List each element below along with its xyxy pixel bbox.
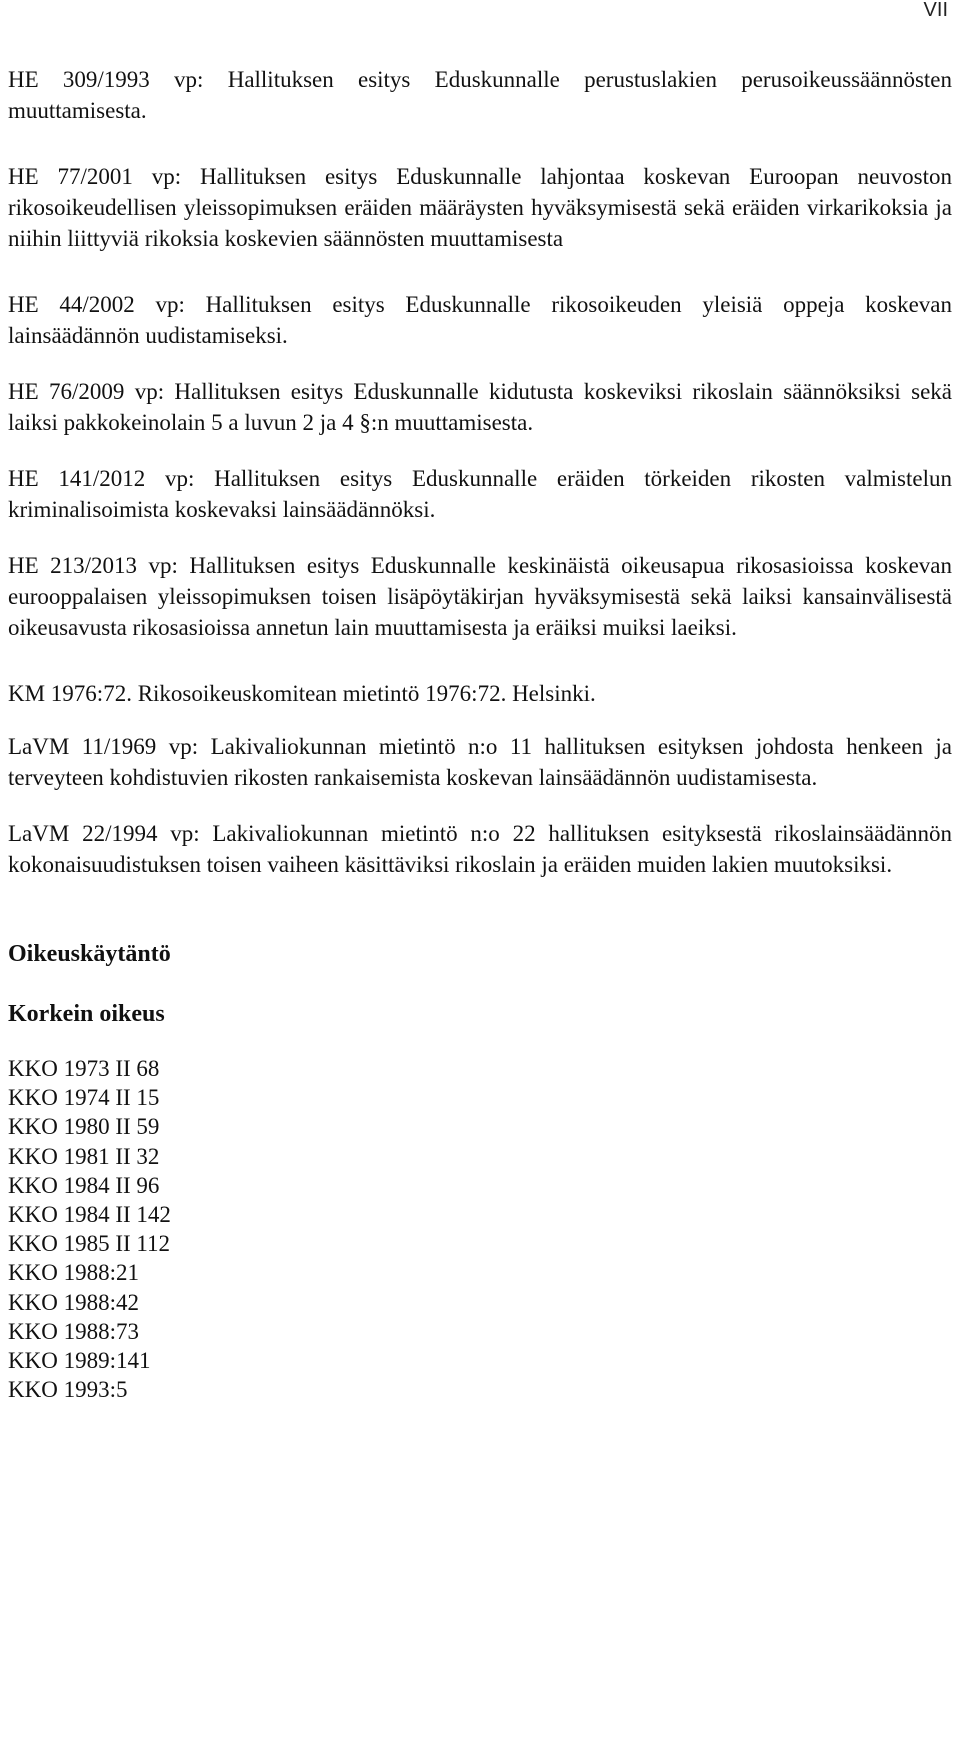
reference-lavm-22-1994: LaVM 22/1994 vp: Lakivaliokunnan mietintö n:o 22 hallituksen esityksestä rikoslainsäädännön kokonaisuudistuksen toisen vaiheen käsittäviksi rikoslain ja eräiden muiden lakien muutoksiksi. <box>8 821 952 877</box>
subsection-title: Korkein oikeus <box>8 1001 165 1027</box>
case-item: KKO 1985 II 112 <box>8 1231 171 1257</box>
reference-km-1976-72: KM 1976:72. Rikosoikeuskomitean mietintö 1976:72. Helsinki. <box>8 681 596 706</box>
reference-he-141-2012: HE 141/2012 vp: Hallituksen esitys Eduskunnalle eräiden törkeiden rikosten valmistelun kriminalisoimista koskevaksi lainsäädännöksi. <box>8 466 952 522</box>
reference-he-76-2009: HE 76/2009 vp: Hallituksen esitys Eduskunnalle kidutusta koskeviksi rikoslain säännöksiksi sekä laiksi pakkokeinolain 5 a luvun 2 ja 4 §:n muuttamisesta. <box>8 379 952 435</box>
case-item: KKO 1993:5 <box>8 1377 128 1403</box>
case-item: KKO 1980 II 59 <box>8 1114 160 1140</box>
reference-he-44-2002: HE 44/2002 vp: Hallituksen esitys Eduskunnalle rikosoikeuden yleisiä oppeja koskevan lainsäädännön uudistamiseksi. <box>8 292 952 348</box>
case-item: KKO 1984 II 96 <box>8 1172 160 1198</box>
case-item: KKO 1984 II 142 <box>8 1202 171 1228</box>
reference-lavm-11-1969: LaVM 11/1969 vp: Lakivaliokunnan mietintö n:o 11 hallituksen esityksen johdosta henkeen ja terveyteen kohdistuvien rikosten rankaisemista koskevan lainsäädännön uudistamisesta. <box>8 734 952 790</box>
reference-he-309-1993: HE 309/1993 vp: Hallituksen esitys Eduskunnalle perustuslakien perusoikeussäännösten muuttamisesta. <box>8 67 952 123</box>
case-item: KKO 1981 II 32 <box>8 1143 160 1169</box>
case-item: KKO 1988:21 <box>8 1260 139 1286</box>
case-item: KKO 1988:73 <box>8 1318 139 1344</box>
reference-he-213-2013: HE 213/2013 vp: Hallituksen esitys Eduskunnalle keskinäistä oikeusapua rikosasioissa koskevan eurooppalaisen yleissopimuksen toisen lisäpöytäkirjan hyväksymisestä sekä laiksi kansainvälisestä oikeusavusta rikosasioissa annetun lain muuttamisesta ja eräiksi muiksi laeiksi. <box>8 553 952 640</box>
case-item: KKO 1989:141 <box>8 1348 151 1374</box>
case-item: KKO 1974 II 15 <box>8 1085 160 1111</box>
page-number: VII <box>923 0 948 21</box>
reference-he-77-2001: HE 77/2001 vp: Hallituksen esitys Eduskunnalle lahjontaa koskevan Euroopan neuvoston rikosoikeudellisen yleissopimuksen eräiden määräysten hyväksymisestä sekä eräiden virkarikoksia ja niihin liittyviä rikoksia koskevien säännösten muuttamisesta <box>8 164 952 251</box>
document-body <box>8 64 952 1404</box>
case-list <box>8 1054 952 1404</box>
case-item: KKO 1973 II 68 <box>8 1056 160 1081</box>
section-title: Oikeuskäytäntö <box>8 941 171 967</box>
case-item: KKO 1988:42 <box>8 1289 139 1315</box>
